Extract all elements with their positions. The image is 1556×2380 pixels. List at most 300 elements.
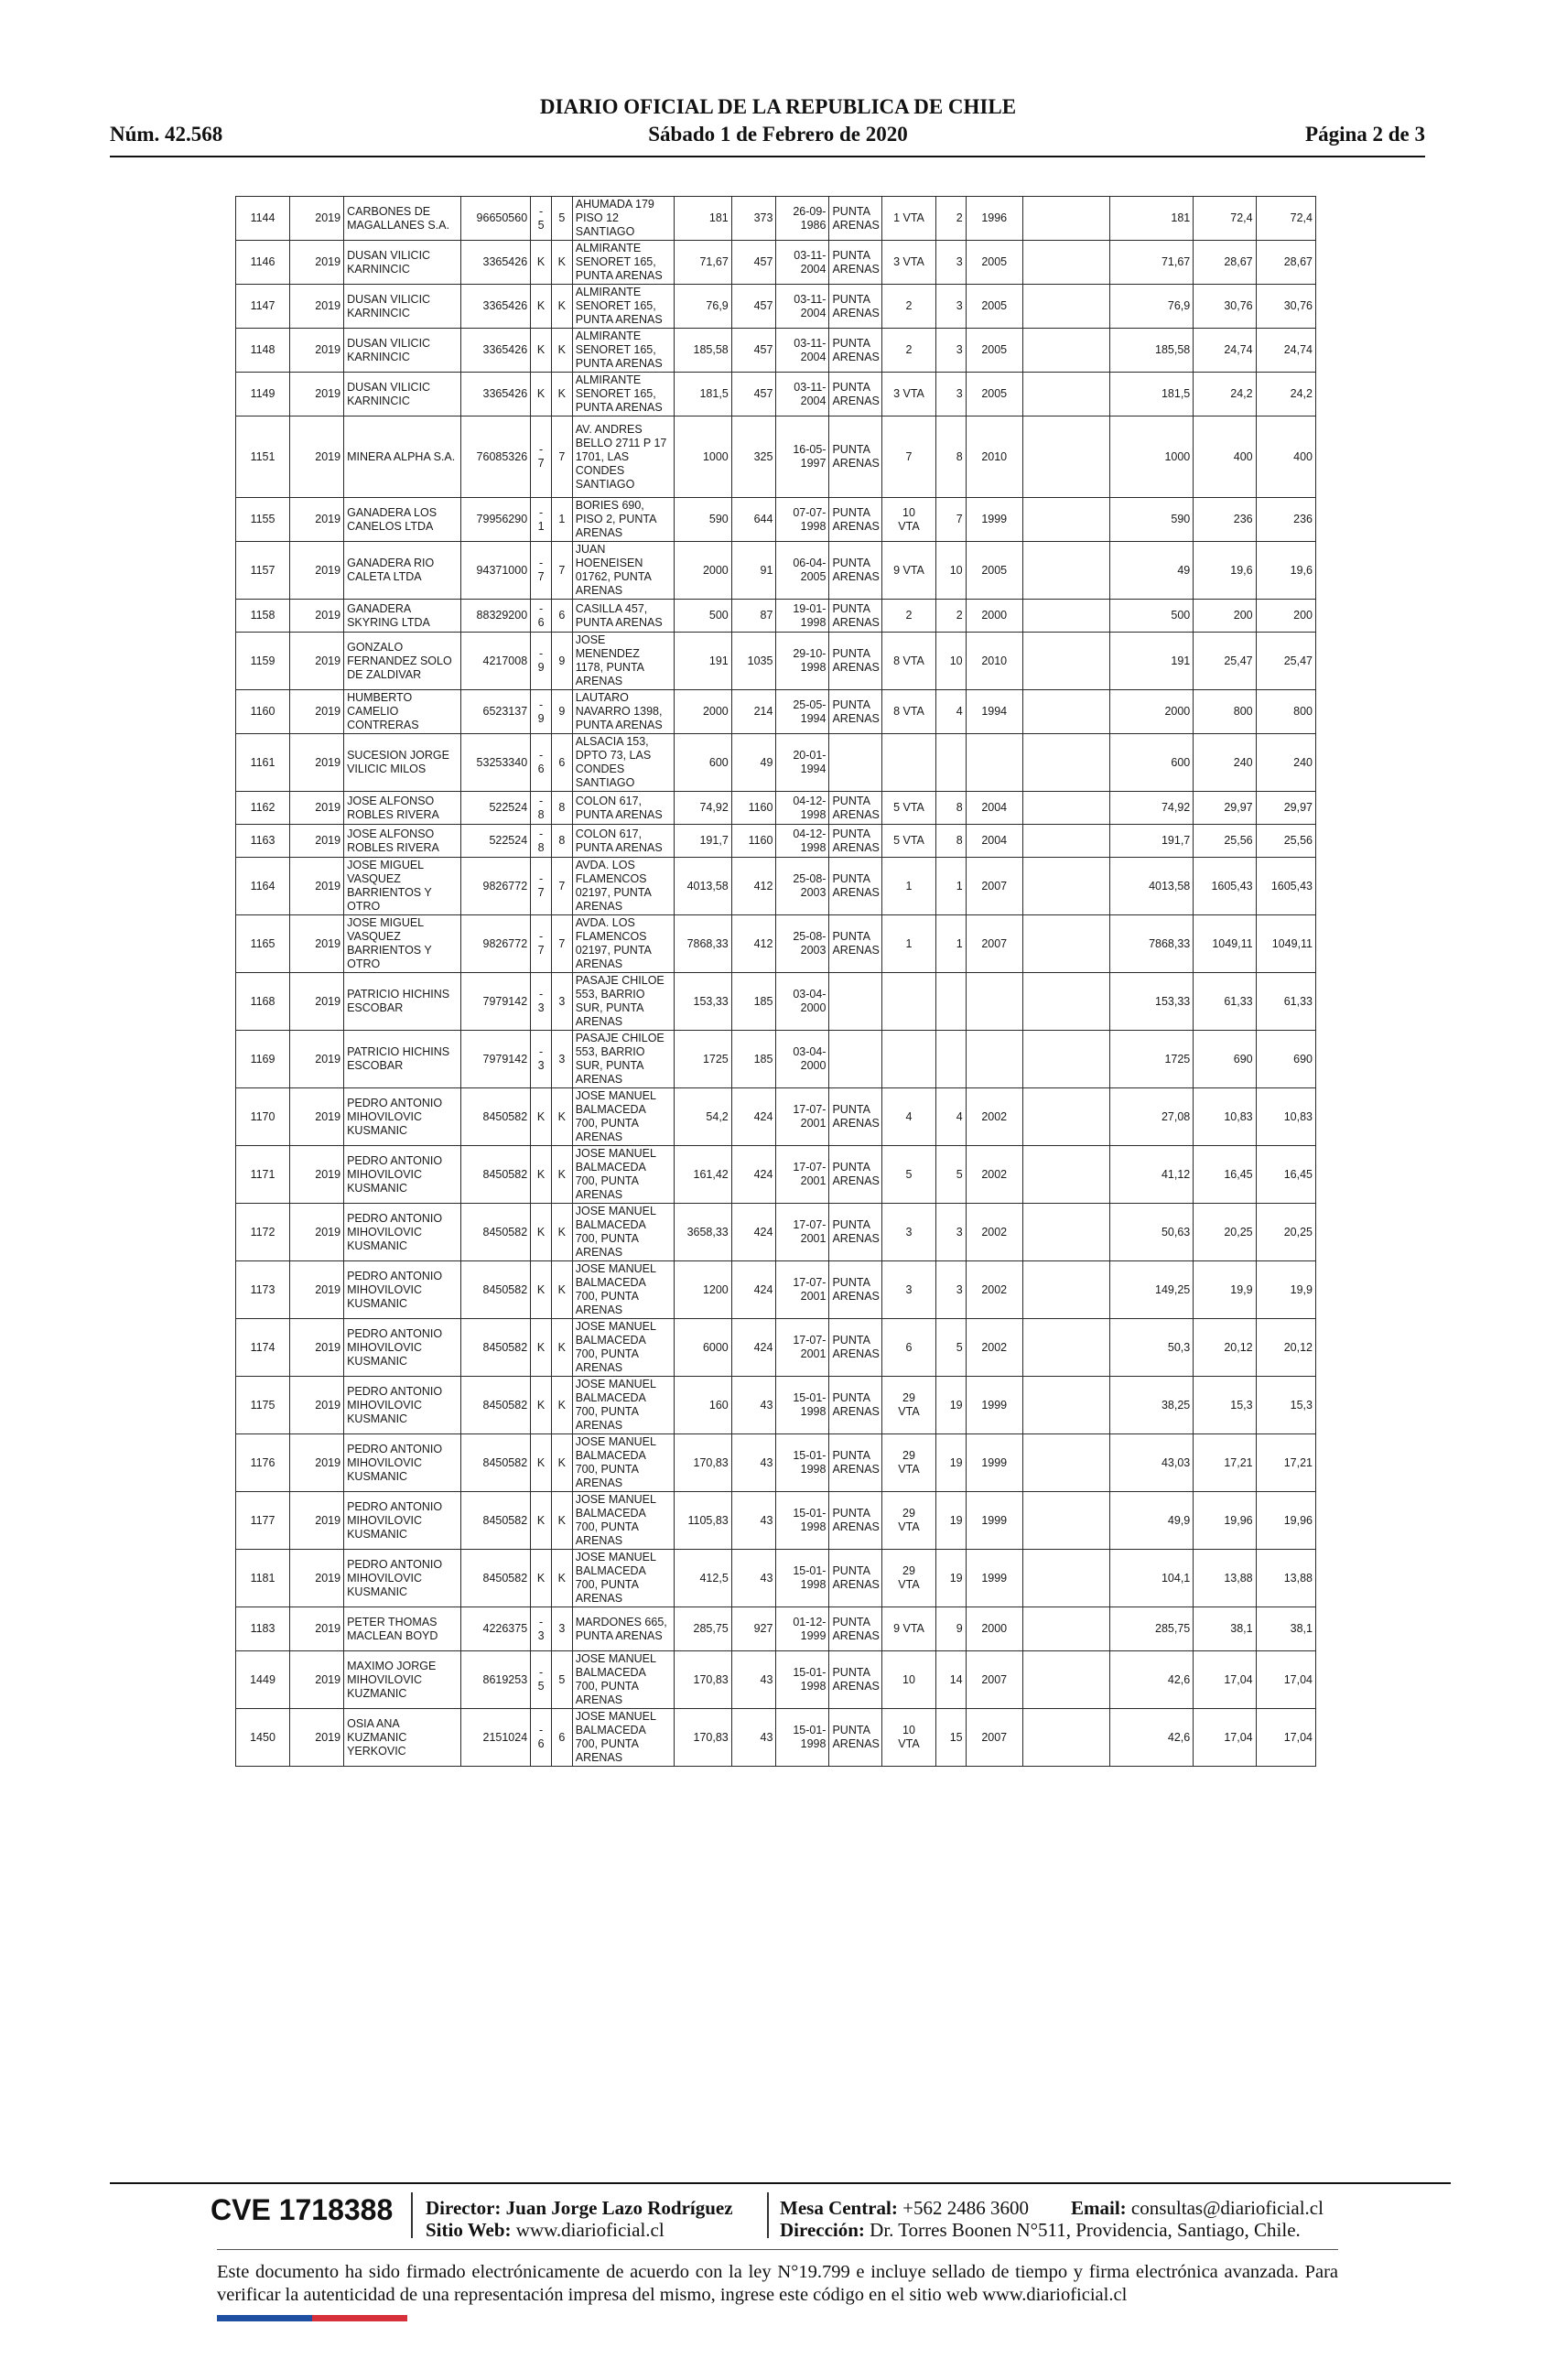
cell-date: 17-07- 2001 [776,1319,829,1377]
cell-id: 1175 [236,1377,290,1434]
phone-number: +562 2486 3600 [902,2197,1029,2219]
cell-v1: 41,12 [1110,1146,1194,1204]
cell-d1: K [531,1204,552,1261]
cell-a [935,734,966,792]
cell-a: 19 [935,1434,966,1492]
cell-yr: 2002 [966,1261,1022,1319]
cell-d2: 6 [551,734,572,792]
cell-yr: 2007 [966,858,1022,915]
cell-v2: 29,97 [1194,792,1256,825]
table-row [236,1550,1316,1607]
cell-id: 1174 [236,1319,290,1377]
cell-date: 06-04- 2005 [776,542,829,600]
cell-name: JOSE ALFONSO ROBLES RIVERA [344,825,460,858]
cell-a: 3 [935,1204,966,1261]
cell-yr: 2005 [966,241,1022,285]
cell-v2: 72,4 [1194,197,1256,241]
cell-ext [1022,498,1109,542]
cell-year: 2019 [290,416,344,498]
cell-address: JOSE MANUEL BALMACEDA 700, PUNTA ARENAS [572,1550,674,1607]
issue-date: Sábado 1 de Febrero de 2020 [648,123,908,146]
cell-v1: 49,9 [1110,1492,1194,1550]
table-row [236,373,1316,416]
flag-blue-bar [217,2315,312,2321]
cell-area: 76,9 [674,285,731,329]
cell-date: 17-07- 2001 [776,1146,829,1204]
cell-v2: 13,88 [1194,1550,1256,1607]
cell-v3: 25,56 [1256,825,1315,858]
cell-ext [1022,915,1109,973]
cell-address: AVDA. LOS FLAMENCOS 02197, PUNTA ARENAS [572,915,674,973]
cell-v3: 200 [1256,600,1315,633]
cell-address: COLON 617, PUNTA ARENAS [572,825,674,858]
cell-id: 1161 [236,734,290,792]
cell-id: 1183 [236,1607,290,1651]
cell-yr: 2002 [966,1088,1022,1146]
cell-area: 191 [674,633,731,690]
cell-ext [1022,1607,1109,1651]
cell-v2: 38,1 [1194,1607,1256,1651]
legal-notice: Este documento ha sido firmado electrónicamente de acuerdo con la ley N°19.799 e incluye sellado de tiempo y firma electrónica avanzada. Para verificar la autenticidad de una representación impresa del mismo, ingrese este código en el sitio web www.diarioficial.cl [217,2262,1338,2305]
cell-a: 3 [935,1261,966,1319]
cell-a: 3 [935,373,966,416]
cell-a: 2 [935,197,966,241]
cell-name: SUCESION JORGE VILICIC MILOS [344,734,460,792]
cell-d1: K [531,1261,552,1319]
cell-name: GANADERA LOS CANELOS LTDA [344,498,460,542]
cell-id: 1172 [236,1204,290,1261]
cell-a: 8 [935,825,966,858]
cell-v3: 19,9 [1256,1261,1315,1319]
cell-rut: 8450582 [460,1434,531,1492]
cell-vta: 5 VTA [882,792,935,825]
cell-date: 25-08- 2003 [776,858,829,915]
table-row [236,1377,1316,1434]
cell-v2: 17,04 [1194,1709,1256,1767]
cell-d1: - 8 [531,792,552,825]
cell-d1: K [531,241,552,285]
newspaper-title: DIARIO OFICIAL DE LA REPUBLICA DE CHILE [539,95,1017,118]
cell-v1: 285,75 [1110,1607,1194,1651]
table-row [236,285,1316,329]
cell-city: PUNTA ARENAS [829,1550,882,1607]
cell-v3: 17,04 [1256,1709,1315,1767]
cell-v2: 30,76 [1194,285,1256,329]
cell-v2: 24,2 [1194,373,1256,416]
cell-vta: 10 VTA [882,1709,935,1767]
email-line [1071,2197,1324,2220]
cell-n: 644 [731,498,776,542]
cell-year: 2019 [290,690,344,734]
cell-address: ALMIRANTE SENORET 165, PUNTA ARENAS [572,241,674,285]
cell-name: PEDRO ANTONIO MIHOVILOVIC KUSMANIC [344,1550,460,1607]
cell-n: 1035 [731,633,776,690]
cell-n: 457 [731,373,776,416]
cell-area: 161,42 [674,1146,731,1204]
table-row [236,633,1316,690]
cell-a: 9 [935,1607,966,1651]
cell-a [935,973,966,1031]
cell-yr: 2005 [966,373,1022,416]
cell-year: 2019 [290,825,344,858]
cell-n: 457 [731,329,776,373]
cell-city [829,973,882,1031]
cell-d2: 8 [551,792,572,825]
email-link[interactable]: consultas@diarioficial.cl [1130,2197,1324,2219]
cell-d1: K [531,373,552,416]
cell-v3: 19,96 [1256,1492,1315,1550]
table-row [236,1607,1316,1651]
cell-v1: 42,6 [1110,1709,1194,1767]
cell-address: LAUTARO NAVARRO 1398, PUNTA ARENAS [572,690,674,734]
cell-date: 19-01- 1998 [776,600,829,633]
cell-v2: 28,67 [1194,241,1256,285]
cell-rut: 7979142 [460,1031,531,1088]
cell-a: 19 [935,1550,966,1607]
cell-name: CARBONES DE MAGALLANES S.A. [344,197,460,241]
cell-ext [1022,1031,1109,1088]
cell-d1: K [531,329,552,373]
cell-year: 2019 [290,1146,344,1204]
cell-rut: 76085326 [460,416,531,498]
cell-ext [1022,1709,1109,1767]
records-table-container [235,196,1316,1767]
cell-a: 8 [935,416,966,498]
cell-d2: 6 [551,600,572,633]
cell-v1: 76,9 [1110,285,1194,329]
header-divider [110,156,1425,157]
cell-date: 01-12- 1999 [776,1607,829,1651]
cell-n: 325 [731,416,776,498]
cell-ext [1022,1088,1109,1146]
cell-vta: 8 VTA [882,690,935,734]
cell-v1: 43,03 [1110,1434,1194,1492]
records-table [235,196,1316,1767]
flag-stripe [217,2315,407,2321]
cell-name: MINERA ALPHA S.A. [344,416,460,498]
flag-red-bar [312,2315,407,2321]
cell-v2: 24,74 [1194,329,1256,373]
cell-d2: 3 [551,1607,572,1651]
cell-date: 07-07- 1998 [776,498,829,542]
footer-thin-divider [217,2249,1338,2250]
cell-v3: 15,3 [1256,1377,1315,1434]
cell-city: PUNTA ARENAS [829,1204,882,1261]
cell-id: 1144 [236,197,290,241]
cell-d2: 6 [551,1709,572,1767]
cell-yr [966,734,1022,792]
cell-v1: 191 [1110,633,1194,690]
cell-v1: 104,1 [1110,1550,1194,1607]
cell-address: PASAJE CHILOE 553, BARRIO SUR, PUNTA ARENAS [572,1031,674,1088]
cell-a: 3 [935,241,966,285]
cell-city: PUNTA ARENAS [829,1088,882,1146]
cell-city: PUNTA ARENAS [829,1377,882,1434]
cell-year: 2019 [290,1709,344,1767]
cell-year: 2019 [290,1377,344,1434]
cell-v1: 42,6 [1110,1651,1194,1709]
cell-v3: 24,2 [1256,373,1315,416]
cell-v3: 28,67 [1256,241,1315,285]
cell-area: 185,58 [674,329,731,373]
cell-d2: K [551,241,572,285]
cell-v3: 61,33 [1256,973,1315,1031]
cell-year: 2019 [290,1088,344,1146]
cell-id: 1171 [236,1146,290,1204]
cell-rut: 8619253 [460,1651,531,1709]
cell-v1: 1000 [1110,416,1194,498]
cell-rut: 3365426 [460,373,531,416]
cell-v1: 1725 [1110,1031,1194,1088]
cell-address: ALMIRANTE SENORET 165, PUNTA ARENAS [572,373,674,416]
cell-area: 1200 [674,1261,731,1319]
cell-date: 17-07- 2001 [776,1204,829,1261]
cell-date: 03-04- 2000 [776,1031,829,1088]
cell-d2: 5 [551,197,572,241]
cell-ext [1022,1651,1109,1709]
cell-v3: 690 [1256,1031,1315,1088]
table-row [236,973,1316,1031]
cell-ext [1022,1377,1109,1434]
cell-vta: 8 VTA [882,633,935,690]
cell-n: 43 [731,1377,776,1434]
cell-yr: 2007 [966,1651,1022,1709]
cell-ext [1022,241,1109,285]
cell-year: 2019 [290,633,344,690]
cell-vta: 10 VTA [882,498,935,542]
cell-year: 2019 [290,858,344,915]
cell-id: 1159 [236,633,290,690]
cell-n: 1160 [731,792,776,825]
cell-rut: 8450582 [460,1261,531,1319]
cell-yr: 2000 [966,1607,1022,1651]
cell-rut: 3365426 [460,285,531,329]
cell-vta [882,1031,935,1088]
cell-n: 424 [731,1204,776,1261]
cell-year: 2019 [290,241,344,285]
cell-city: PUNTA ARENAS [829,825,882,858]
cell-d1: - 6 [531,600,552,633]
cell-vta: 29 VTA [882,1492,935,1550]
cell-d2: 5 [551,1651,572,1709]
cell-address: AHUMADA 179 PISO 12 SANTIAGO [572,197,674,241]
cell-date: 03-11- 2004 [776,285,829,329]
cell-year: 2019 [290,285,344,329]
cell-v1: 2000 [1110,690,1194,734]
cell-v2: 1049,11 [1194,915,1256,973]
cell-n: 424 [731,1088,776,1146]
cell-a: 1 [935,915,966,973]
table-row [236,1319,1316,1377]
cell-d1: K [531,285,552,329]
cell-ext [1022,1204,1109,1261]
cell-v1: 191,7 [1110,825,1194,858]
cell-v2: 25,56 [1194,825,1256,858]
cell-yr: 2000 [966,600,1022,633]
cell-yr: 2010 [966,416,1022,498]
cell-address: JOSE MANUEL BALMACEDA 700, PUNTA ARENAS [572,1651,674,1709]
cell-id: 1181 [236,1550,290,1607]
cell-address: COLON 617, PUNTA ARENAS [572,792,674,825]
cell-date: 25-05- 1994 [776,690,829,734]
cell-d2: K [551,373,572,416]
cell-date: 15-01- 1998 [776,1377,829,1434]
cell-ext [1022,633,1109,690]
cell-vta: 2 [882,329,935,373]
cell-id: 1149 [236,373,290,416]
cell-v2: 10,83 [1194,1088,1256,1146]
cell-d2: 7 [551,858,572,915]
cell-vta: 5 [882,1146,935,1204]
cell-d1: - 3 [531,1031,552,1088]
cell-rut: 9826772 [460,915,531,973]
cell-name: GANADERA SKYRING LTDA [344,600,460,633]
cell-date: 15-01- 1998 [776,1651,829,1709]
cell-ext [1022,973,1109,1031]
cell-date: 03-11- 2004 [776,241,829,285]
cell-vta: 4 [882,1088,935,1146]
cell-a: 7 [935,498,966,542]
cell-date: 26-09- 1986 [776,197,829,241]
cell-yr: 1999 [966,1550,1022,1607]
cell-rut: 96650560 [460,197,531,241]
website-label: Sitio Web: [426,2219,512,2241]
cell-id: 1163 [236,825,290,858]
table-row [236,1492,1316,1550]
cell-date: 17-07- 2001 [776,1261,829,1319]
table-row [236,1434,1316,1492]
cell-name: PETER THOMAS MACLEAN BOYD [344,1607,460,1651]
cell-name: PEDRO ANTONIO MIHOVILOVIC KUSMANIC [344,1088,460,1146]
cell-year: 2019 [290,498,344,542]
cell-n: 91 [731,542,776,600]
cell-city: PUNTA ARENAS [829,690,882,734]
table-row [236,329,1316,373]
cell-address: JOSE MANUEL BALMACEDA 700, PUNTA ARENAS [572,1261,674,1319]
cell-year: 2019 [290,915,344,973]
cell-d1: - 1 [531,498,552,542]
cell-rut: 4226375 [460,1607,531,1651]
cell-year: 2019 [290,1550,344,1607]
cell-d2: K [551,1550,572,1607]
footer-separator [411,2192,413,2238]
cell-rut: 53253340 [460,734,531,792]
cell-date: 15-01- 1998 [776,1709,829,1767]
cell-v2: 17,21 [1194,1434,1256,1492]
cell-n: 185 [731,1031,776,1088]
cell-city: PUNTA ARENAS [829,197,882,241]
cell-id: 1162 [236,792,290,825]
cell-address: CASILLA 457, PUNTA ARENAS [572,600,674,633]
cell-address: AVDA. LOS FLAMENCOS 02197, PUNTA ARENAS [572,858,674,915]
cell-name: PATRICIO HICHINS ESCOBAR [344,973,460,1031]
cell-v1: 4013,58 [1110,858,1194,915]
cell-area: 590 [674,498,731,542]
cell-vta: 29 VTA [882,1550,935,1607]
cell-a: 5 [935,1319,966,1377]
cell-id: 1449 [236,1651,290,1709]
cell-v2: 25,47 [1194,633,1256,690]
cell-year: 2019 [290,1492,344,1550]
cell-city: PUNTA ARENAS [829,1434,882,1492]
cell-n: 412 [731,915,776,973]
cell-v2: 19,96 [1194,1492,1256,1550]
cell-ext [1022,542,1109,600]
cell-vta: 29 VTA [882,1434,935,1492]
website-link[interactable]: www.diarioficial.cl [515,2219,665,2241]
cell-d1: K [531,1492,552,1550]
cell-year: 2019 [290,1204,344,1261]
cell-year: 2019 [290,1261,344,1319]
cell-d1: - 7 [531,416,552,498]
cell-city: PUNTA ARENAS [829,633,882,690]
cell-vta: 1 VTA [882,197,935,241]
cell-v1: 500 [1110,600,1194,633]
cell-name: MAXIMO JORGE MIHOVILOVIC KUZMANIC [344,1651,460,1709]
cell-v3: 13,88 [1256,1550,1315,1607]
cell-rut: 8450582 [460,1088,531,1146]
cell-rut: 6523137 [460,690,531,734]
cell-v3: 17,04 [1256,1651,1315,1709]
cell-yr: 2005 [966,329,1022,373]
cell-rut: 8450582 [460,1319,531,1377]
cell-v3: 25,47 [1256,633,1315,690]
cell-yr: 1999 [966,1377,1022,1434]
cell-n: 43 [731,1709,776,1767]
cell-d2: K [551,1261,572,1319]
cell-vta: 2 [882,600,935,633]
cell-d1: K [531,1319,552,1377]
cell-d1: K [531,1550,552,1607]
cell-d1: - 6 [531,734,552,792]
cell-n: 927 [731,1607,776,1651]
table-row [236,825,1316,858]
table-row [236,690,1316,734]
cell-name: PEDRO ANTONIO MIHOVILOVIC KUSMANIC [344,1204,460,1261]
cell-year: 2019 [290,542,344,600]
cell-a: 2 [935,600,966,633]
cell-v2: 20,25 [1194,1204,1256,1261]
cell-a: 1 [935,858,966,915]
cell-city: PUNTA ARENAS [829,1146,882,1204]
cell-a: 10 [935,542,966,600]
cell-name: JOSE ALFONSO ROBLES RIVERA [344,792,460,825]
cell-id: 1160 [236,690,290,734]
cell-name: GONZALO FERNANDEZ SOLO DE ZALDIVAR [344,633,460,690]
cell-n: 43 [731,1492,776,1550]
table-row [236,1146,1316,1204]
cell-date: 15-01- 1998 [776,1550,829,1607]
cell-date: 15-01- 1998 [776,1492,829,1550]
table-row [236,498,1316,542]
cell-v1: 27,08 [1110,1088,1194,1146]
cell-id: 1148 [236,329,290,373]
director-label: Director: [426,2197,502,2219]
cell-year: 2019 [290,1607,344,1651]
cell-date: 03-11- 2004 [776,329,829,373]
cell-year: 2019 [290,1434,344,1492]
cell-address: AV. ANDRES BELLO 2711 P 17 1701, LAS CONDES SANTIAGO [572,416,674,498]
cell-address: JOSE MANUEL BALMACEDA 700, PUNTA ARENAS [572,1377,674,1434]
cell-n: 43 [731,1550,776,1607]
cell-n: 49 [731,734,776,792]
table-row [236,542,1316,600]
cell-vta: 1 [882,858,935,915]
cell-name: PEDRO ANTONIO MIHOVILOVIC KUSMANIC [344,1377,460,1434]
email-label: Email: [1071,2197,1127,2219]
cell-name: PEDRO ANTONIO MIHOVILOVIC KUSMANIC [344,1261,460,1319]
cell-area: 181,5 [674,373,731,416]
